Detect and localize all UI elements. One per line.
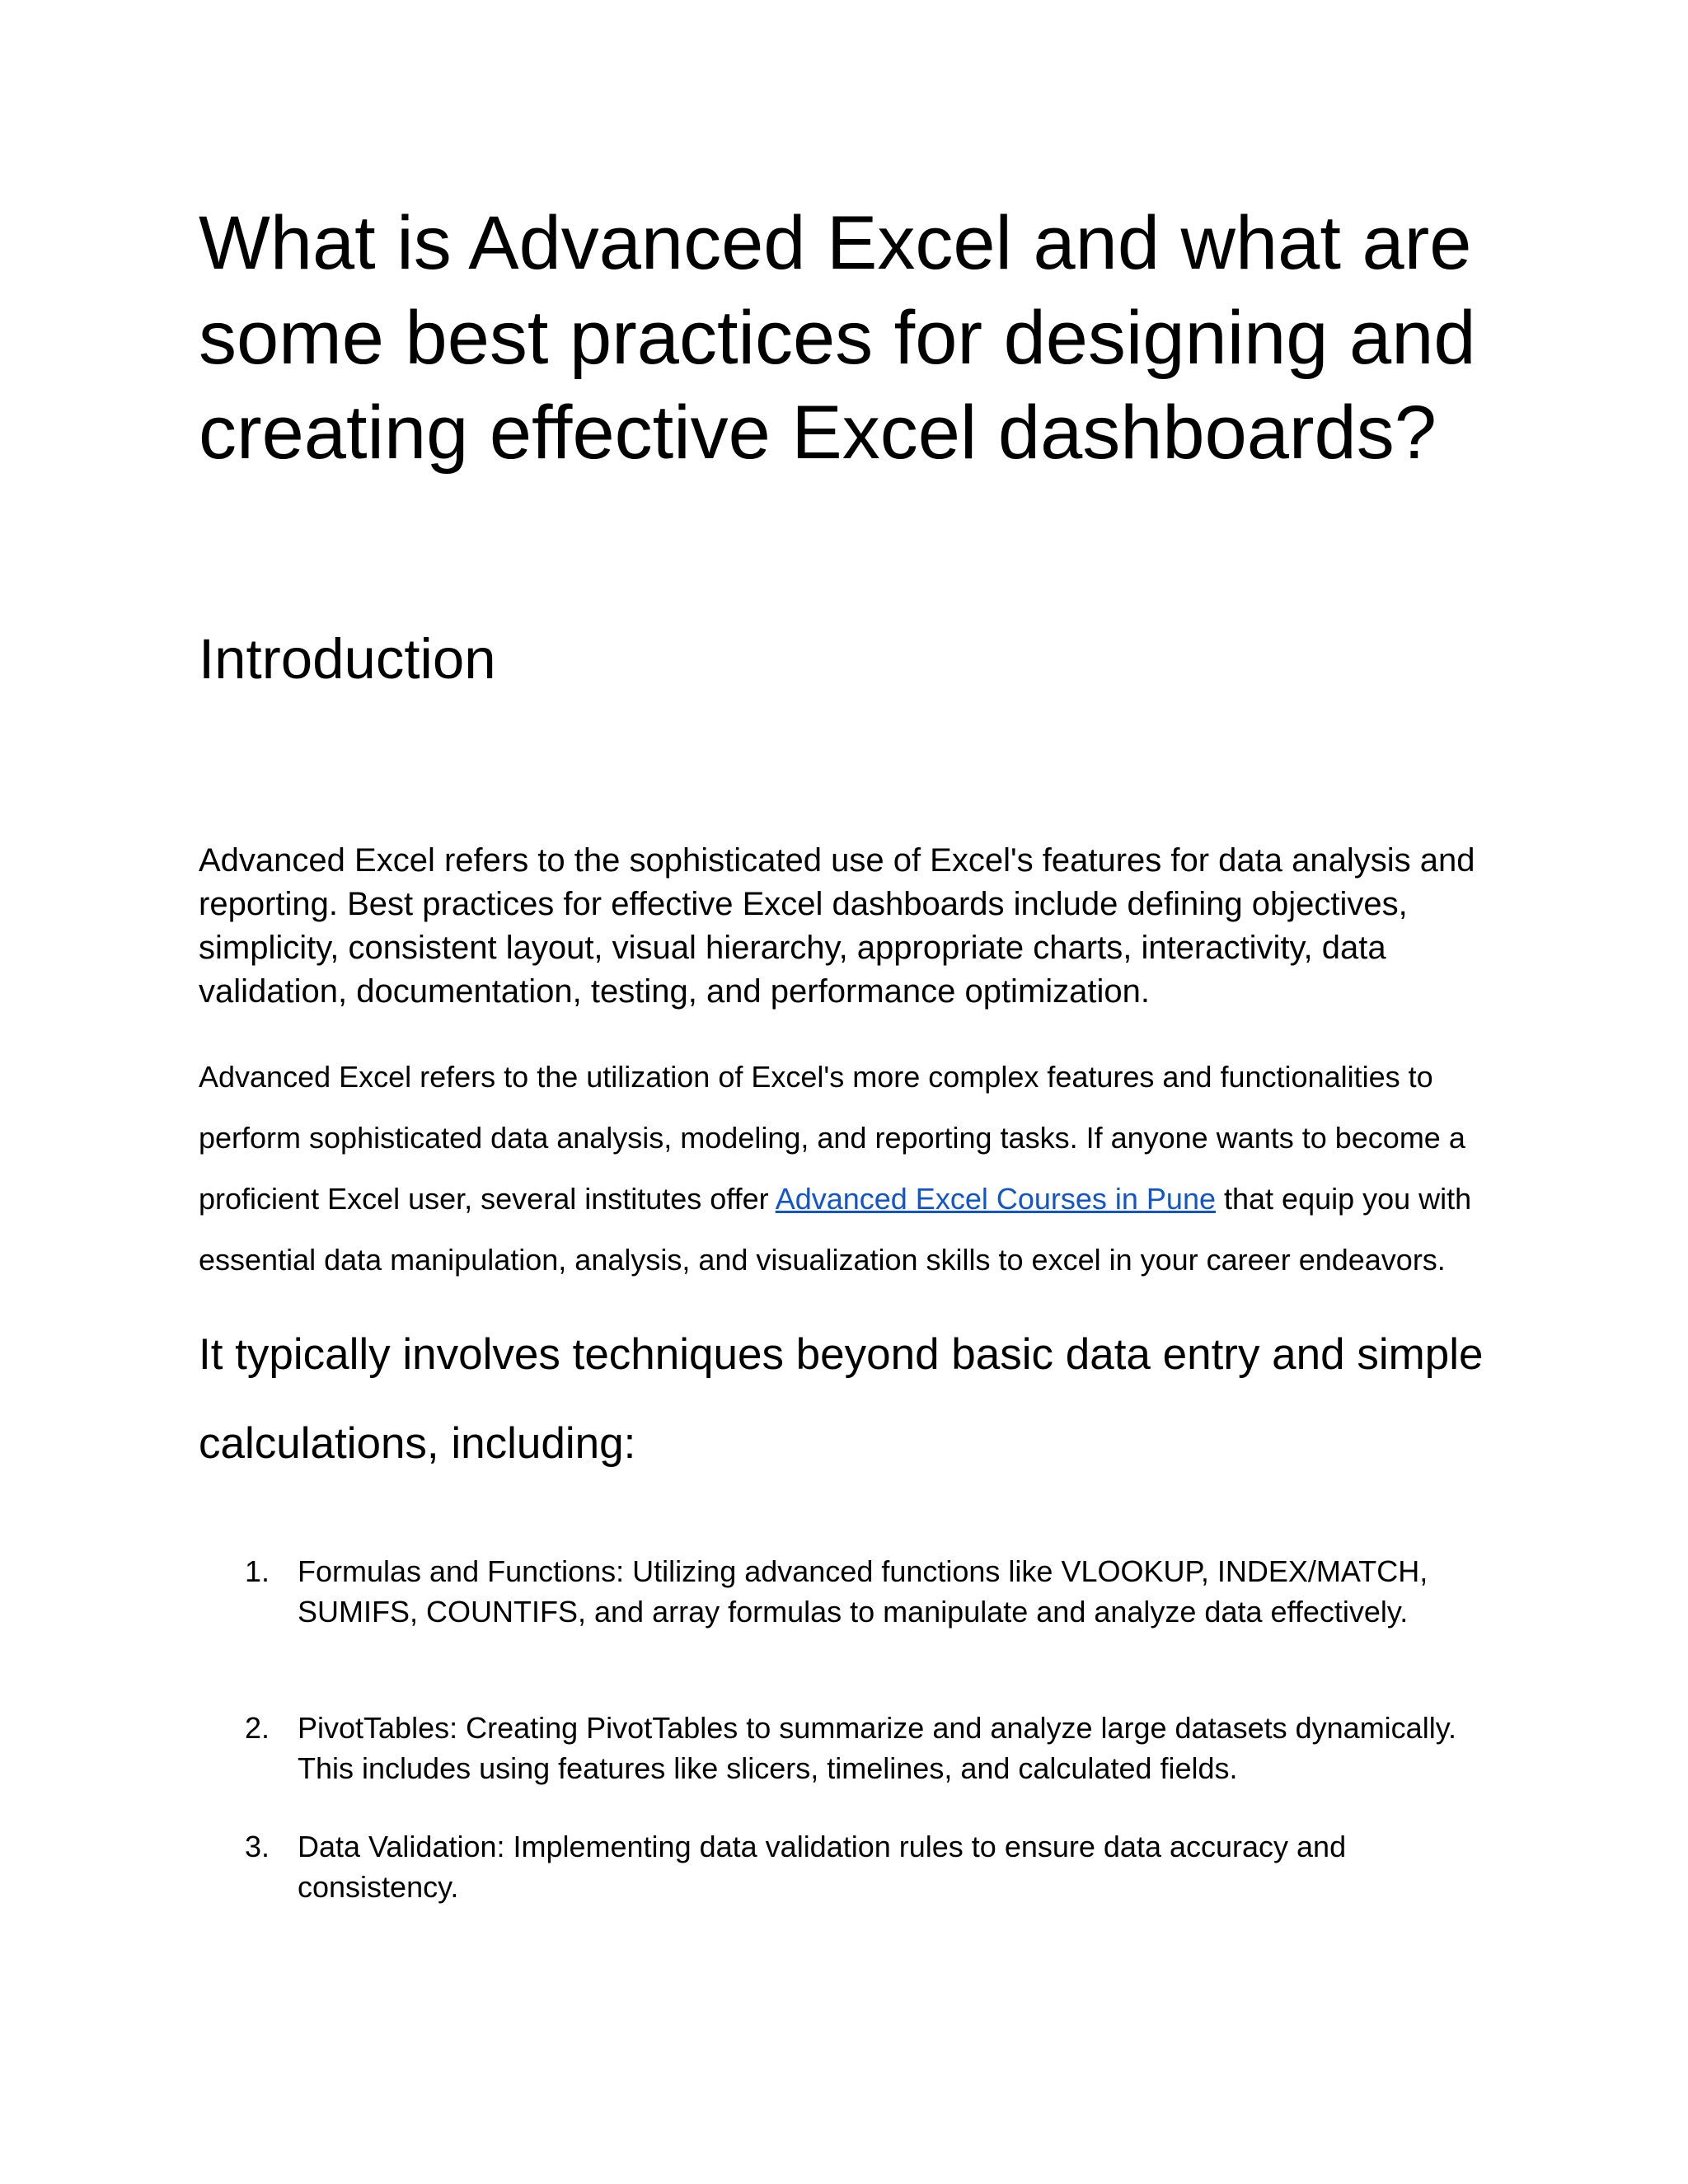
list-item [199,1551,1501,1632]
intro-paragraph: Advanced Excel refers to the sophisticated use of Excel's features for data analysis and reporting. Best practices for effective Excel dashboards include defining objectives, simplicity, consistent layout, visual hierarchy, appropriate charts, interactivity, data validation, documentation, testing, and performance optimization. [199,842,1475,1010]
list-item [199,1826,1501,1907]
courses-paragraph [199,1047,1501,1291]
document-title: What is Advanced Excel and what are some best practices for designing and creating effective Excel dashboards? [199,201,1476,475]
list-item-number: 2. [245,1711,270,1745]
advanced-excel-courses-link[interactable]: Advanced Excel Courses in Pune [775,1182,1216,1216]
list-item-text: PivotTables: Creating PivotTables to summarize and analyze large datasets dynamically. This includes using features like slicers, timelines, and calculated fields. [298,1711,1457,1785]
courses-paragraph-text-after: that equip you with essential data manipulation, analysis, and visualization skills to excel in your career endeavors. [199,1182,1472,1277]
list-item-number: 3. [245,1830,270,1863]
courses-paragraph-text-before: Advanced Excel refers to the utilization of Excel's more complex features and functionalities to perform sophisticated data analysis, modeling, and reporting tasks. If anyone wants to become a proficient Excel user, several institutes offer [199,1060,1465,1216]
document-content [199,196,1501,1907]
list-item-text: Data Validation: Implementing data validation rules to ensure data accuracy and consistency. [298,1830,1347,1904]
techniques-list [199,1551,1501,1907]
list-item [199,1708,1501,1788]
introduction-heading: Introduction [199,627,496,691]
list-item-text: Formulas and Functions: Utilizing advanced functions like VLOOKUP, INDEX/MATCH, SUMIFS, COUNTIFS, and array formulas to manipulate and analyze data effectively. [298,1554,1428,1629]
techniques-subheading: It typically involves techniques beyond basic data entry and simple calculations, including: [199,1330,1484,1468]
list-item-number: 1. [245,1554,270,1588]
